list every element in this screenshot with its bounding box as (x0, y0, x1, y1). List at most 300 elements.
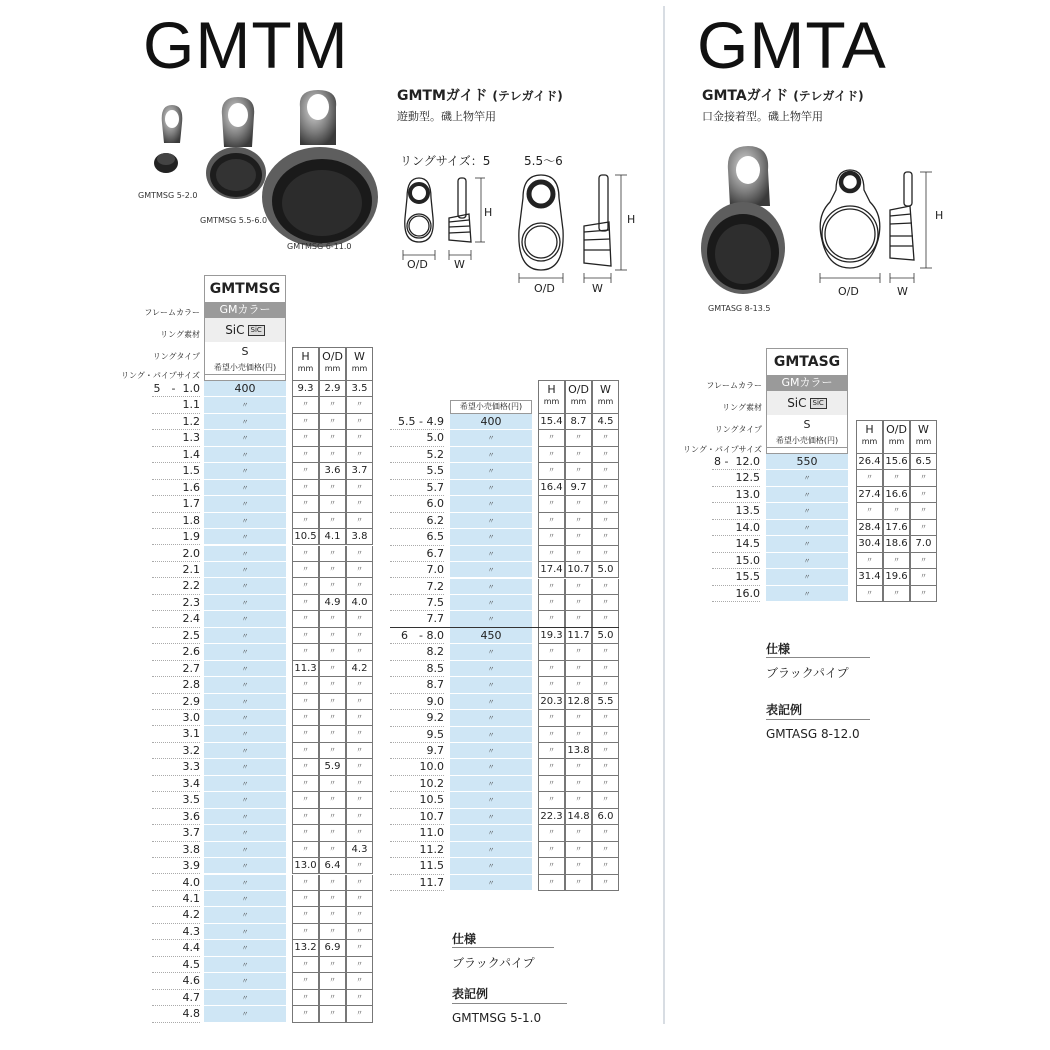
size-cell: 5.7 (390, 480, 444, 496)
h-cell: 〃 (292, 726, 319, 742)
example-label: 表記例 (452, 987, 489, 1001)
col-h-header: H mm (292, 347, 319, 381)
price-cell: 〃 (450, 546, 532, 562)
price-cell: 〃 (450, 513, 532, 529)
h-cell: 〃 (538, 743, 565, 759)
od-cell: 17.6 (883, 520, 910, 536)
w-cell: 〃 (346, 480, 373, 496)
od-cell: 〃 (319, 875, 346, 891)
w-cell: 〃 (592, 513, 619, 529)
price-cell: 〃 (204, 990, 286, 1006)
size-cell: 3.1 (152, 726, 200, 742)
frame-color-value: GMカラー (205, 302, 285, 318)
price-cell: 〃 (450, 463, 532, 479)
od-cell: 〃 (565, 875, 592, 891)
od-cell: 〃 (565, 463, 592, 479)
od-cell: 〃 (565, 546, 592, 562)
size-cell: 2.0 (152, 546, 200, 562)
price-cell: 〃 (450, 759, 532, 775)
price-cell: 〃 (204, 644, 286, 660)
price-cell: 〃 (204, 891, 286, 907)
h-cell: 〃 (292, 907, 319, 923)
ring-size-label: リングサイズ：5 (400, 154, 491, 168)
h-cell: 〃 (538, 579, 565, 595)
od-cell: 〃 (565, 611, 592, 627)
w-cell: 〃 (346, 414, 373, 430)
w-cell: 〃 (592, 677, 619, 693)
sic-badge: SiC (810, 398, 827, 409)
sic-badge: SiC (248, 325, 265, 336)
price-cell: 〃 (204, 430, 286, 446)
h-cell: 〃 (292, 397, 319, 413)
price-cell: 〃 (450, 710, 532, 726)
price-cell: 〃 (204, 973, 286, 989)
w-cell: 〃 (346, 809, 373, 825)
od-cell: 〃 (319, 842, 346, 858)
h-cell: 〃 (538, 546, 565, 562)
price-cell: 400 (204, 381, 286, 397)
size-cell: 2.8 (152, 677, 200, 693)
h-cell: 〃 (292, 513, 319, 529)
price-cell: 〃 (450, 743, 532, 759)
size-cell: 7.5 (390, 595, 444, 611)
example-value: GMTASG 8-12.0 (766, 727, 860, 741)
w-cell: 〃 (592, 480, 619, 496)
w-cell: 6.5 (910, 454, 937, 470)
ring-material-label: リング素材 (722, 403, 762, 412)
price-cell: 〃 (450, 809, 532, 825)
od-cell: 〃 (319, 661, 346, 677)
h-cell: 26.4 (856, 454, 883, 470)
example-divider (766, 719, 870, 720)
diagram-label-w: W (897, 285, 908, 298)
size-cell: 9.2 (390, 710, 444, 726)
h-cell: 〃 (292, 611, 319, 627)
od-cell: 〃 (319, 710, 346, 726)
size-cell: 6 - 8.0 (390, 628, 444, 644)
od-cell: 8.7 (565, 414, 592, 430)
gmtm-product-photos (140, 85, 390, 255)
od-cell: 〃 (319, 990, 346, 1006)
h-cell: 〃 (538, 463, 565, 479)
col-w-header: W mm (346, 347, 373, 381)
h-cell: 〃 (292, 957, 319, 973)
od-cell: 〃 (565, 842, 592, 858)
h-cell: 〃 (292, 595, 319, 611)
price-cell: 〃 (204, 957, 286, 973)
size-cell: 3.6 (152, 809, 200, 825)
h-cell: 13.0 (292, 858, 319, 874)
w-cell: 〃 (592, 710, 619, 726)
size-cell: 4.2 (152, 907, 200, 923)
guide-photo-gmta (701, 146, 785, 294)
column-divider (663, 6, 665, 1024)
h-cell: 〃 (538, 611, 565, 627)
diagram-label-od: O/D (838, 285, 859, 298)
h-cell: 〃 (538, 430, 565, 446)
od-cell: 〃 (319, 907, 346, 923)
size-cell: 9.7 (390, 743, 444, 759)
h-cell: 〃 (856, 470, 883, 486)
w-cell: 〃 (346, 858, 373, 874)
h-cell: 〃 (538, 842, 565, 858)
size-cell: 1.6 (152, 480, 200, 496)
price-cell: 〃 (450, 825, 532, 841)
col-od-header: O/D mm (883, 420, 910, 454)
size-cell: 6.5 (390, 529, 444, 545)
price-cell: 〃 (204, 743, 286, 759)
w-cell: 〃 (346, 562, 373, 578)
size-cell: 5.5 (390, 463, 444, 479)
w-cell: 4.2 (346, 661, 373, 677)
h-cell: 〃 (292, 480, 319, 496)
gmta-guide-title: GMTAガイド (テレガイド) (702, 88, 864, 104)
size-cell: 3.7 (152, 825, 200, 841)
w-cell: 〃 (346, 973, 373, 989)
h-cell: 〃 (292, 743, 319, 759)
h-cell: 〃 (856, 553, 883, 569)
price-cell: 〃 (450, 579, 532, 595)
h-cell: 〃 (292, 1006, 319, 1022)
w-cell: 〃 (346, 891, 373, 907)
size-cell: 5 - 1.0 (152, 381, 200, 397)
w-cell: 〃 (346, 397, 373, 413)
size-cell: 5.0 (390, 430, 444, 446)
h-cell: 〃 (292, 430, 319, 446)
od-cell: 〃 (319, 611, 346, 627)
w-cell: 〃 (346, 628, 373, 644)
size-cell: 4.0 (152, 875, 200, 891)
od-cell: 〃 (565, 858, 592, 874)
ring-type-label: リングタイプ (152, 352, 200, 361)
gmtm-guide-desc: 遊動型。磯上物竿用 (397, 110, 496, 123)
price-cell: 〃 (204, 447, 286, 463)
price-header: 希望小売価格(円) (767, 435, 847, 448)
w-cell: 〃 (592, 842, 619, 858)
size-cell: 7.7 (390, 611, 444, 627)
w-cell: 〃 (346, 1006, 373, 1022)
size-cell: 9.5 (390, 727, 444, 743)
price-cell: 〃 (450, 694, 532, 710)
od-cell: 〃 (319, 776, 346, 792)
size-cell: 1.8 (152, 513, 200, 529)
size-cell: 13.5 (712, 503, 760, 519)
guide-photo-medium (206, 97, 266, 199)
w-cell: 〃 (592, 792, 619, 808)
size-cell: 7.2 (390, 579, 444, 595)
w-cell: 〃 (592, 661, 619, 677)
od-cell: 3.6 (319, 463, 346, 479)
h-cell: 〃 (292, 463, 319, 479)
od-cell: 10.7 (565, 562, 592, 578)
w-cell: 3.7 (346, 463, 373, 479)
price-cell: 〃 (204, 875, 286, 891)
size-cell: 4.7 (152, 990, 200, 1006)
w-cell: 〃 (346, 957, 373, 973)
w-cell: 〃 (346, 496, 373, 512)
h-cell: 13.2 (292, 940, 319, 956)
h-cell: 31.4 (856, 569, 883, 585)
size-cell: 2.4 (152, 611, 200, 627)
h-cell: 〃 (292, 924, 319, 940)
od-cell: 〃 (319, 825, 346, 841)
h-cell: 〃 (292, 578, 319, 594)
size-cell: 1.4 (152, 447, 200, 463)
h-cell: 〃 (292, 825, 319, 841)
price-cell: 〃 (204, 677, 286, 693)
w-cell: 4.0 (346, 595, 373, 611)
h-cell: 〃 (538, 759, 565, 775)
od-cell: 〃 (319, 957, 346, 973)
price-cell: 〃 (204, 611, 286, 627)
h-cell: 〃 (538, 496, 565, 512)
price-cell: 〃 (450, 430, 532, 446)
size-cell: 3.4 (152, 776, 200, 792)
h-cell: 〃 (538, 661, 565, 677)
size-cell: 4.1 (152, 891, 200, 907)
w-cell: 〃 (346, 611, 373, 627)
size-cell: 3.0 (152, 710, 200, 726)
w-cell: 〃 (346, 825, 373, 841)
h-cell: 16.4 (538, 480, 565, 496)
w-cell: 〃 (346, 776, 373, 792)
col-w-header: W mm (592, 380, 619, 414)
ring-material-value: SiC SiC (767, 391, 847, 415)
od-cell: 〃 (319, 496, 346, 512)
ring-material-value: SiC SiC (205, 318, 285, 342)
w-cell: 6.0 (592, 809, 619, 825)
h-cell: 〃 (292, 842, 319, 858)
od-cell: 〃 (565, 710, 592, 726)
example-divider (452, 1003, 567, 1004)
w-cell: 〃 (910, 520, 937, 536)
od-cell: 4.9 (319, 595, 346, 611)
size-label: リング・パイプサイズ (121, 371, 200, 380)
h-cell: 15.4 (538, 414, 565, 430)
model-name: GMTASG (767, 349, 847, 375)
w-cell: 〃 (910, 569, 937, 585)
size-cell: 11.0 (390, 825, 444, 841)
od-cell: 2.9 (319, 381, 346, 397)
od-cell: 〃 (319, 891, 346, 907)
w-cell: 〃 (346, 875, 373, 891)
price-header: 希望小売価格(円) (205, 362, 285, 375)
od-cell: 6.4 (319, 858, 346, 874)
od-cell: 〃 (319, 644, 346, 660)
price-cell: 〃 (204, 924, 286, 940)
h-cell: 〃 (538, 792, 565, 808)
price-cell: 〃 (204, 694, 286, 710)
price-cell: 〃 (204, 480, 286, 496)
size-cell: 10.2 (390, 776, 444, 792)
od-cell: 〃 (319, 973, 346, 989)
size-cell: 2.1 (152, 562, 200, 578)
guide-photo-small (154, 105, 182, 173)
h-cell: 〃 (538, 875, 565, 891)
w-cell: 〃 (592, 447, 619, 463)
od-cell: 〃 (319, 430, 346, 446)
price-cell: 〃 (204, 513, 286, 529)
size-cell: 11.7 (390, 875, 444, 891)
size-cell: 4.4 (152, 940, 200, 956)
size-cell: 4.6 (152, 973, 200, 989)
size-cell: 8 - 12.0 (712, 454, 760, 470)
w-cell: 〃 (592, 496, 619, 512)
od-cell: 〃 (883, 553, 910, 569)
w-cell: 〃 (592, 858, 619, 874)
spec-divider (452, 947, 554, 948)
price-cell: 〃 (450, 595, 532, 611)
example-value: GMTMSG 5-1.0 (452, 1011, 542, 1025)
price-cell: 〃 (450, 611, 532, 627)
od-cell: 〃 (319, 480, 346, 496)
price-cell: 〃 (204, 907, 286, 923)
w-cell: 〃 (346, 924, 373, 940)
spec-label: 仕様 (766, 642, 791, 656)
price-cell: 〃 (204, 628, 286, 644)
size-cell: 1.9 (152, 529, 200, 545)
spec-value: ブラックパイプ (452, 956, 535, 970)
w-cell: 〃 (592, 759, 619, 775)
size-cell: 10.7 (390, 809, 444, 825)
price-cell: 〃 (204, 809, 286, 825)
price-cell: 〃 (204, 546, 286, 562)
size-cell: 1.3 (152, 430, 200, 446)
col-h-header: H mm (856, 420, 883, 454)
od-cell: 〃 (883, 503, 910, 519)
price-cell: 〃 (450, 661, 532, 677)
size-cell: 5.5 - 4.9 (390, 414, 444, 430)
h-cell: 〃 (292, 496, 319, 512)
size-cell: 2.2 (152, 578, 200, 594)
w-cell: 〃 (346, 546, 373, 562)
w-cell: 3.8 (346, 529, 373, 545)
size-cell: 5.2 (390, 447, 444, 463)
od-cell: 〃 (565, 727, 592, 743)
w-cell: 5.0 (592, 628, 619, 644)
spec-divider (766, 657, 870, 658)
guide-photo-large (262, 90, 378, 247)
w-cell: 〃 (346, 907, 373, 923)
model-name: GMTMSG (205, 276, 285, 302)
size-cell: 3.5 (152, 792, 200, 808)
photo-caption: GMTMSG 5-2.0 (138, 191, 198, 200)
od-cell: 11.7 (565, 628, 592, 644)
photo-caption: GMTMSG 6-11.0 (287, 242, 352, 251)
price-cell: 〃 (450, 480, 532, 496)
od-cell: 〃 (565, 496, 592, 512)
size-cell: 11.5 (390, 858, 444, 874)
w-cell: 〃 (346, 694, 373, 710)
h-cell: 30.4 (856, 536, 883, 552)
od-cell: 15.6 (883, 454, 910, 470)
diagram-label-od: O/D (534, 282, 555, 295)
price-cell: 〃 (450, 858, 532, 874)
od-cell: 〃 (565, 595, 592, 611)
diagram-label-h: H (484, 206, 493, 219)
h-cell: 〃 (292, 644, 319, 660)
price-cell: 〃 (766, 470, 848, 486)
h-cell: 〃 (292, 694, 319, 710)
h-cell: 〃 (856, 586, 883, 602)
w-cell: 〃 (910, 553, 937, 569)
od-cell: 12.8 (565, 694, 592, 710)
w-cell: 〃 (910, 503, 937, 519)
od-cell: 〃 (319, 397, 346, 413)
ring-type-value: S (767, 415, 847, 435)
size-cell: 9.0 (390, 694, 444, 710)
price-cell: 〃 (204, 397, 286, 413)
h-cell: 〃 (292, 891, 319, 907)
photo-caption: GMTMSG 5.5-6.0 (200, 216, 268, 225)
h-cell: 17.4 (538, 562, 565, 578)
size-cell: 15.0 (712, 553, 760, 569)
price-cell: 〃 (204, 759, 286, 775)
price-cell: 400 (450, 414, 532, 430)
price-cell: 〃 (204, 1006, 286, 1022)
price-cell: 〃 (204, 825, 286, 841)
size-cell: 16.0 (712, 586, 760, 602)
od-cell: 〃 (319, 677, 346, 693)
w-cell: 4.5 (592, 414, 619, 430)
od-cell: 〃 (565, 513, 592, 529)
w-cell: 〃 (346, 710, 373, 726)
od-cell: 13.8 (565, 743, 592, 759)
price-cell: 〃 (204, 595, 286, 611)
w-cell: 〃 (592, 595, 619, 611)
price-cell: 〃 (204, 496, 286, 512)
h-cell: 〃 (538, 529, 565, 545)
size-cell: 3.9 (152, 858, 200, 874)
h-cell: 〃 (292, 973, 319, 989)
h-cell: 19.3 (538, 628, 565, 644)
size-cell: 6.7 (390, 546, 444, 562)
price-cell: 〃 (450, 496, 532, 512)
od-cell: 〃 (565, 644, 592, 660)
od-cell: 16.6 (883, 487, 910, 503)
h-cell: 9.3 (292, 381, 319, 397)
size-cell: 8.7 (390, 677, 444, 693)
size-cell: 6.0 (390, 496, 444, 512)
w-cell: 〃 (910, 470, 937, 486)
diagram-label-od: O/D (407, 258, 428, 271)
gmta-title: GMTA (697, 8, 887, 82)
h-cell: 27.4 (856, 487, 883, 503)
price-cell: 〃 (204, 776, 286, 792)
price-cell: 〃 (204, 661, 286, 677)
h-cell: 〃 (538, 727, 565, 743)
price-cell: 〃 (204, 792, 286, 808)
w-cell: 〃 (910, 487, 937, 503)
price-cell: 〃 (204, 940, 286, 956)
price-cell: 〃 (766, 520, 848, 536)
col-w-header: W mm (910, 420, 937, 454)
size-cell: 2.9 (152, 694, 200, 710)
size-cell: 15.5 (712, 569, 760, 585)
od-cell: 〃 (319, 546, 346, 562)
h-cell: 〃 (538, 776, 565, 792)
price-cell: 〃 (204, 562, 286, 578)
w-cell: 4.3 (346, 842, 373, 858)
h-cell: 〃 (292, 628, 319, 644)
price-cell: 〃 (204, 726, 286, 742)
price-cell: 〃 (450, 776, 532, 792)
gmtm-guide-title: GMTMガイド (テレガイド) (397, 88, 563, 104)
h-cell: 〃 (538, 595, 565, 611)
w-cell: 5.5 (592, 694, 619, 710)
price-cell: 〃 (766, 503, 848, 519)
h-cell: 〃 (538, 825, 565, 841)
